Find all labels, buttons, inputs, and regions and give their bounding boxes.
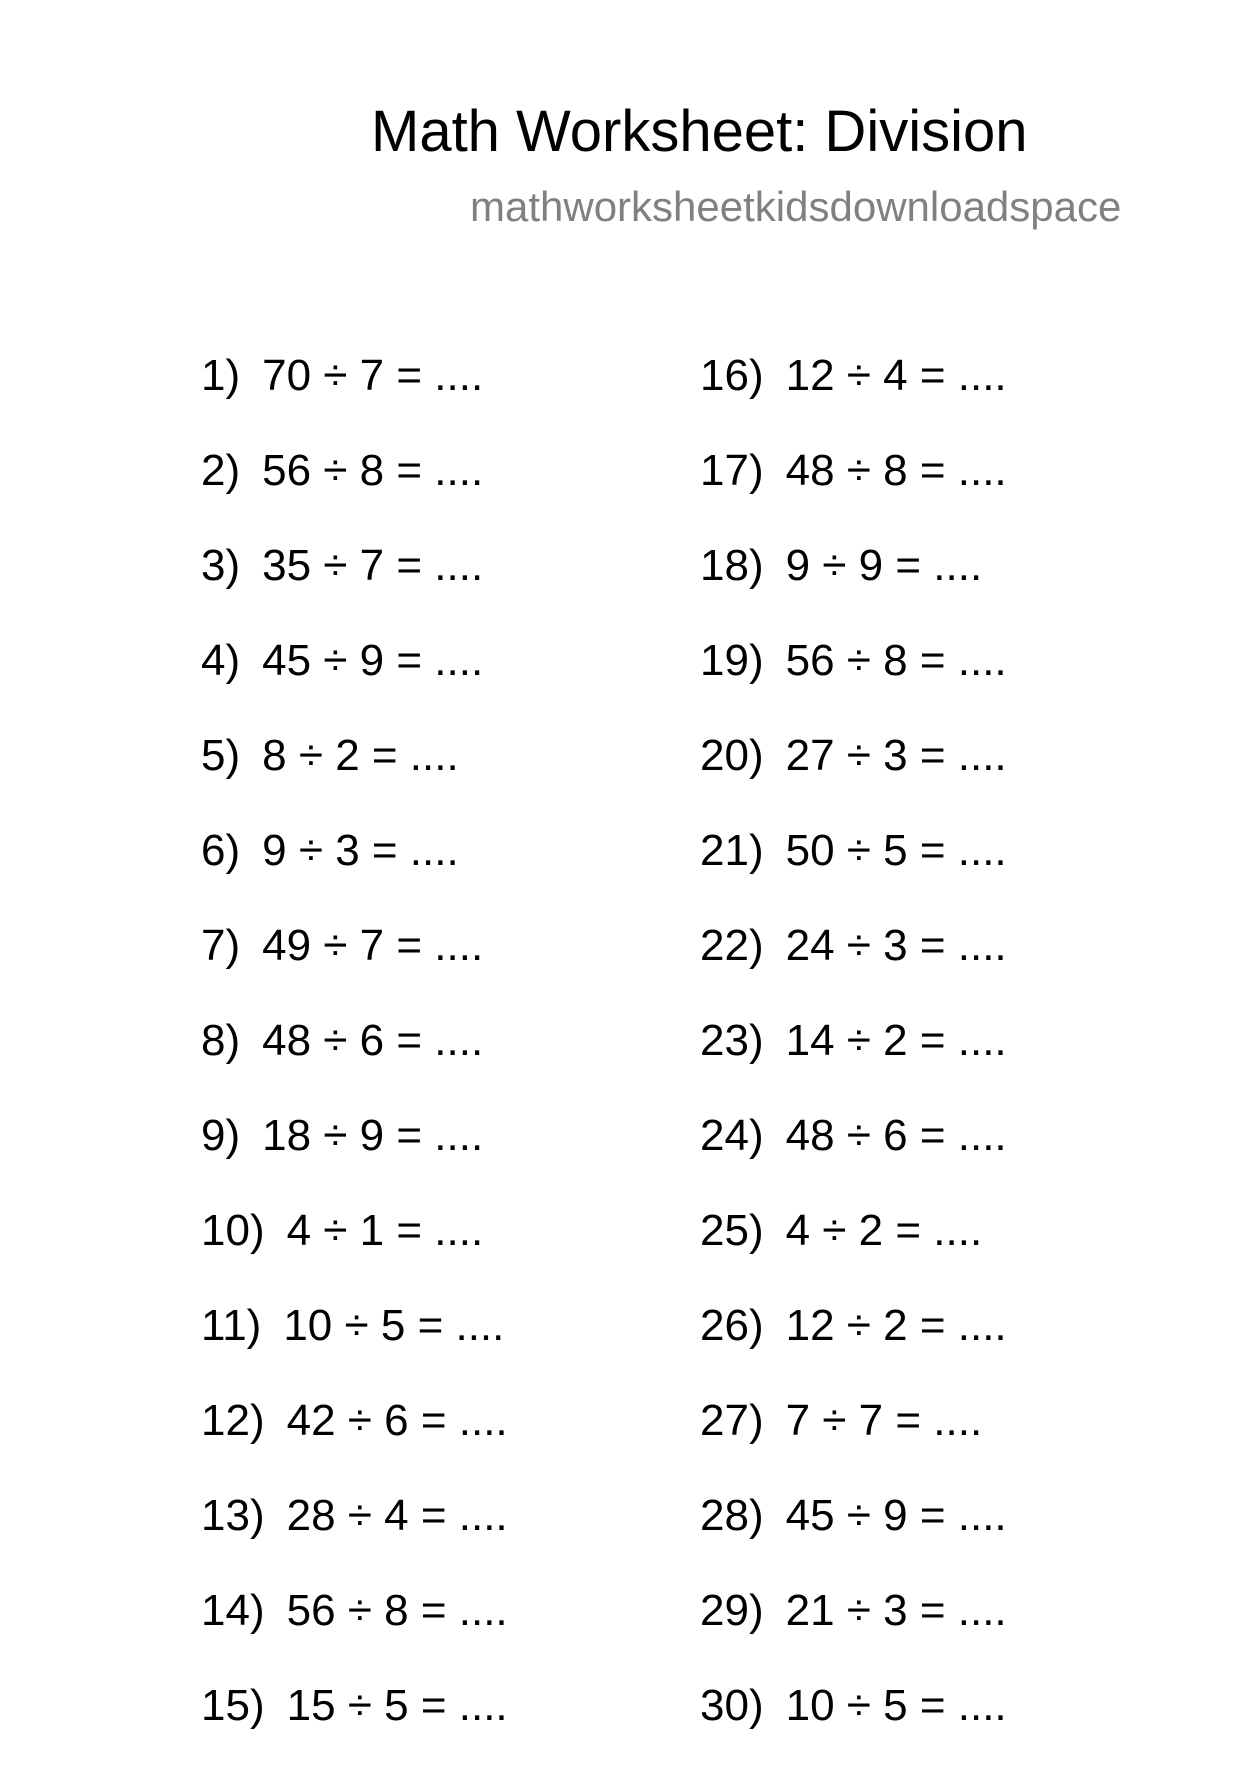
problem-item [201,1300,508,1395]
problem-expression: 4 ÷ 2 = .... [785,1206,983,1255]
problem-number: 4) [201,636,241,685]
problem-number: 28) [700,1491,764,1540]
problem-item [700,825,1007,920]
problem-number: 29) [700,1586,764,1635]
problem-expression: 48 ÷ 6 = .... [785,1111,1007,1160]
problem-number: 10) [201,1206,265,1255]
problem-expression: 21 ÷ 3 = .... [785,1586,1007,1635]
problem-item [700,540,1007,635]
problem-expression: 7 ÷ 7 = .... [785,1396,983,1445]
problem-item [700,445,1007,540]
problem-number: 25) [700,1206,764,1255]
problem-item [201,635,508,730]
problem-expression: 12 ÷ 4 = .... [785,351,1007,400]
problem-expression: 70 ÷ 7 = .... [262,351,484,400]
problem-number: 21) [700,826,764,875]
problem-number: 11) [201,1301,262,1350]
problem-number: 15) [201,1681,265,1730]
problem-number: 26) [700,1301,764,1350]
problem-number: 8) [201,1016,241,1065]
problem-item [700,1015,1007,1110]
problem-expression: 48 ÷ 8 = .... [785,446,1007,495]
problem-expression: 18 ÷ 9 = .... [262,1111,484,1160]
problem-number: 19) [700,636,764,685]
problem-item [700,1395,1007,1490]
problem-number: 24) [700,1111,764,1160]
problem-number: 17) [700,446,764,495]
problem-item [201,350,508,445]
worksheet-title: Math Worksheet: Division [371,99,1028,164]
problem-item [201,445,508,540]
problem-number: 27) [700,1396,764,1445]
problem-item [201,1205,508,1300]
problem-number: 20) [700,731,764,780]
problem-item [201,1490,508,1585]
problem-number: 16) [700,351,764,400]
problem-expression: 56 ÷ 8 = .... [262,446,484,495]
problem-expression: 10 ÷ 5 = .... [785,1681,1007,1730]
problem-expression: 24 ÷ 3 = .... [785,921,1007,970]
problem-expression: 45 ÷ 9 = .... [262,636,484,685]
problem-expression: 56 ÷ 8 = .... [785,636,1007,685]
problem-item [700,1205,1007,1300]
problem-item [700,350,1007,445]
problem-number: 5) [201,731,241,780]
worksheet-subtitle: mathworksheetkidsdownloadspace [470,183,1122,230]
problem-expression: 42 ÷ 6 = .... [286,1396,508,1445]
problem-number: 7) [201,921,241,970]
problem-item [700,1680,1007,1775]
problem-item [201,540,508,635]
problem-item [700,1585,1007,1680]
problem-expression: 9 ÷ 9 = .... [785,541,983,590]
problem-number: 1) [201,351,241,400]
problem-expression: 10 ÷ 5 = .... [283,1301,505,1350]
problem-item [201,920,508,1015]
problem-number: 12) [201,1396,265,1445]
problem-expression: 50 ÷ 5 = .... [785,826,1007,875]
problem-number: 23) [700,1016,764,1065]
problem-expression: 15 ÷ 5 = .... [286,1681,508,1730]
problem-item [700,1490,1007,1585]
problem-expression: 56 ÷ 8 = .... [286,1586,508,1635]
problem-number: 6) [201,826,241,875]
problems-column-right [700,350,1007,1775]
problem-expression: 49 ÷ 7 = .... [262,921,484,970]
problem-expression: 9 ÷ 3 = .... [262,826,459,875]
problem-expression: 35 ÷ 7 = .... [262,541,484,590]
problem-expression: 4 ÷ 1 = .... [286,1206,484,1255]
problem-expression: 27 ÷ 3 = .... [785,731,1007,780]
problem-expression: 45 ÷ 9 = .... [785,1491,1007,1540]
problem-number: 22) [700,921,764,970]
problem-item [201,730,508,825]
problem-item [700,1300,1007,1395]
problem-expression: 28 ÷ 4 = .... [286,1491,508,1540]
problem-number: 30) [700,1681,764,1730]
problem-expression: 48 ÷ 6 = .... [262,1016,484,1065]
problem-number: 9) [201,1111,241,1160]
problems-column-left [201,350,508,1775]
problem-item [201,825,508,920]
problem-expression: 12 ÷ 2 = .... [785,1301,1007,1350]
problem-item [700,1110,1007,1205]
problem-number: 2) [201,446,241,495]
problem-number: 13) [201,1491,265,1540]
problem-item [201,1395,508,1490]
problem-item [700,635,1007,730]
problem-item [700,730,1007,825]
problem-item [201,1110,508,1205]
problem-item [201,1585,508,1680]
problem-item [201,1680,508,1775]
problem-expression: 8 ÷ 2 = .... [262,731,459,780]
problem-number: 18) [700,541,764,590]
problem-item [700,920,1007,1015]
problem-number: 3) [201,541,241,590]
problem-item [201,1015,508,1110]
problem-number: 14) [201,1586,265,1635]
problem-expression: 14 ÷ 2 = .... [785,1016,1007,1065]
